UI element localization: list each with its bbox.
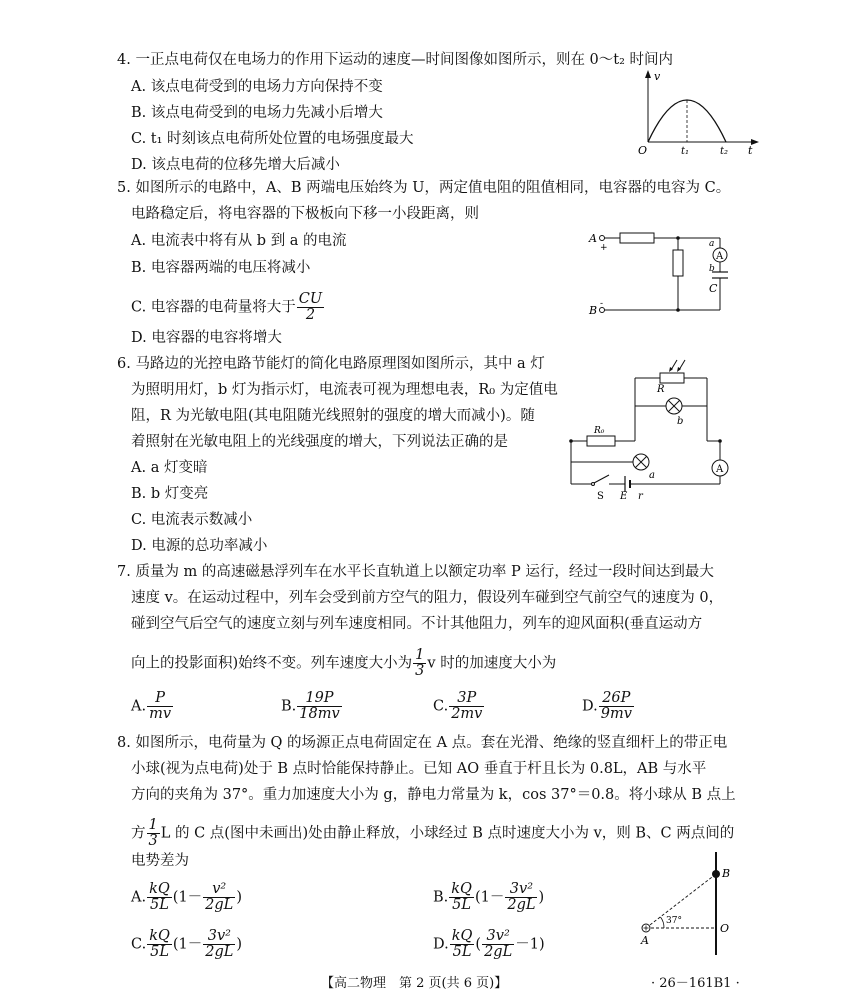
q8-option-a-close: )	[236, 889, 242, 906]
q7-option-d	[582, 691, 635, 722]
q8-fraction-den: 3	[148, 833, 158, 849]
q8-option-b-den: 2gL	[507, 897, 536, 913]
q6-label-b: b	[677, 416, 684, 427]
q6-switch-label: S	[597, 491, 604, 502]
q6-option-d: D. 电源的总功率减小	[131, 538, 268, 554]
q5-option-a: A. 电流表中将有从 b 到 a 的电流	[131, 233, 347, 249]
q7-option-b	[281, 691, 343, 722]
q7-option-c	[433, 691, 485, 722]
q8-option-b-num: 3v²	[505, 882, 537, 898]
q8-figure	[630, 850, 740, 960]
q7-option-a	[131, 691, 174, 722]
q7-option-d-label: D.	[582, 698, 598, 715]
q8-line-5: 电势差为	[131, 853, 189, 869]
q7-line-2: 速度 v。在运动过程中，列车会受到前方空气的阻力，假设列车碰到空气前空气的速度为 0，	[131, 590, 724, 606]
q5-label-a: a	[709, 239, 715, 249]
q8-label-a: A	[641, 934, 649, 947]
q6-label-r0: R₀	[594, 426, 605, 436]
q8-option-d-kq-num: kQ	[451, 928, 473, 944]
q8-option-a-open: (1－	[172, 889, 203, 906]
q6-ammeter-label: A	[716, 464, 724, 475]
q5-circuit	[588, 222, 738, 322]
q8-option-a-num: v²	[203, 882, 235, 898]
q5-option-b: B. 电容器两端的电压将减小	[131, 260, 311, 276]
q8-option-d	[433, 929, 545, 960]
q5-label-b: b	[709, 264, 715, 274]
q8-option-b-kq	[449, 882, 474, 913]
q5-label-b-terminal: B	[589, 304, 598, 317]
q7-option-b-label: B.	[281, 698, 297, 715]
q7-option-d-den: 9mv	[600, 706, 632, 722]
q7-line-4-pre: 向上的投影面积)始终不变。列车速度大小为	[131, 655, 413, 672]
q8-fraction-third	[147, 818, 160, 849]
q4-option-d: D. 该点电荷的位移先增大后减小	[131, 157, 340, 173]
q4-axis-t: t	[748, 144, 753, 157]
q6-option-c: C. 电流表示数减小	[131, 512, 253, 528]
q6-line-4: 着照射在光敏电阻上的光线强度的增大，下列说法正确的是	[131, 434, 508, 450]
q4-axis-v: v	[654, 70, 661, 83]
q7-line-4-post: v 时的加速度大小为	[427, 655, 557, 672]
q8-label-o: O	[720, 922, 730, 935]
q5-ammeter-label: A	[716, 251, 724, 262]
q8-fraction-num: 1	[148, 817, 158, 833]
q8-option-a	[131, 882, 242, 913]
q4-stem: 4. 一正点电荷仅在电场力的作用下运动的速度—时间图像如图所示，则在 0～t₂ 时间内	[117, 52, 674, 68]
q8-option-b-open: (1－	[474, 889, 505, 906]
q7-option-c-frac	[449, 691, 484, 722]
q4-option-c: C. t₁ 时刻该点电荷所处位置的电场强度最大	[131, 131, 414, 147]
q7-option-b-num: 19P	[297, 691, 341, 707]
q7-option-b-den: 18mv	[299, 706, 340, 722]
q7-option-d-frac	[599, 691, 634, 722]
q6-label-a: a	[649, 470, 655, 481]
q7-option-b-frac	[297, 691, 341, 722]
q8-option-b-label: B.	[433, 889, 449, 906]
q6-lamp-a	[565, 356, 735, 501]
q7-fraction-den: 3	[415, 663, 425, 679]
q5-stem-2: 电路稳定后，将电容器的下极板向下移一小段距离，则	[131, 206, 479, 222]
q8-option-c-kq	[147, 929, 172, 960]
q8-option-c-kq-den: 5L	[150, 944, 169, 960]
q5-fraction-num: CU	[298, 291, 323, 307]
q8-option-c-den: 2gL	[205, 944, 234, 960]
q7-option-a-label: A.	[131, 698, 147, 715]
q8-option-d-open: (	[475, 936, 482, 953]
q7-line-3: 碰到空气后空气的速度立刻与列车速度相同。不计其他阻力，列车的迎风面积(垂直运动方	[131, 616, 703, 632]
q8-option-c-open: (1－	[172, 936, 203, 953]
q7-fraction-third	[413, 648, 426, 679]
q8-option-b-kq-num: kQ	[451, 881, 472, 897]
q6-internal-r-label: r	[638, 491, 643, 502]
q4-t1: t₁	[681, 146, 690, 157]
q8-option-a-kq-num: kQ	[149, 881, 170, 897]
q5-capacitor-label: C	[709, 282, 718, 295]
q8-option-c-frac	[203, 929, 235, 960]
q8-option-b	[433, 882, 544, 913]
q4-option-b: B. 该点电荷受到的电场力先减小后增大	[131, 105, 383, 121]
q5-label-plus: +	[600, 243, 608, 253]
q8-option-b-frac	[505, 882, 537, 913]
q8-line-1: 8. 如图所示，电荷量为 Q 的场源正点电荷固定在 A 点。套在光滑、绝缘的竖直细杆上的带正电	[117, 735, 728, 751]
q8-option-d-kq	[450, 929, 475, 960]
q5-option-c	[131, 292, 325, 323]
q8-line-3: 方向的夹角为 37°。重力加速度大小为 g，静电力常量为 k，cos 37°＝0.8。将小球从 B 点上	[131, 787, 736, 803]
q7-option-a-frac	[147, 691, 173, 722]
q5-option-d: D. 电容器的电容将增大	[131, 330, 282, 346]
q8-option-a-kq-den: 5L	[150, 897, 169, 913]
q4-origin: O	[638, 144, 648, 157]
q5-option-c-text: C. 电容器的电荷量将大于	[131, 299, 296, 316]
q8-line-4-post: L 的 C 点(图中未画出)处由静止释放，小球经过 B 点时速度大小为 v，则 B、C 两点间的	[160, 825, 735, 842]
q8-option-d-frac	[482, 929, 514, 960]
q5-fraction-den: 2	[305, 307, 316, 323]
q7-line-1: 7. 质量为 m 的高速磁悬浮列车在水平长直轨道上以额定功率 P 运行，经过一段时间达到最大	[117, 564, 714, 580]
q4-vt-graph	[630, 70, 760, 160]
q8-line-4-pre: 方	[131, 825, 146, 842]
q5-fraction	[297, 292, 324, 323]
q8-option-b-close: )	[538, 889, 545, 906]
q8-option-c-close: )	[236, 936, 243, 953]
q7-fraction-num: 1	[415, 647, 425, 663]
q7-option-c-num: 3P	[449, 691, 484, 707]
q7-option-c-label: C.	[433, 698, 449, 715]
q6-emf-label: E	[620, 491, 628, 502]
q8-option-a-kq	[147, 882, 172, 913]
q7-line-4	[131, 648, 556, 679]
q8-option-b-kq-den: 5L	[452, 897, 472, 913]
q5-label-a-terminal: A	[589, 232, 597, 245]
q7-option-d-num: 26P	[599, 691, 634, 707]
q6-line-3: 阻，R 为光敏电阻(其电阻随光线照射的强度的增大而减小)。随	[131, 408, 535, 424]
q8-label-b: B	[722, 867, 731, 880]
q8-option-d-label: D.	[433, 936, 449, 953]
q4-t2: t₂	[720, 146, 729, 157]
q8-line-4	[131, 818, 734, 849]
q7-option-a-num: P	[147, 691, 173, 707]
q8-option-c-num: 3v²	[203, 929, 235, 945]
q8-option-a-label: A.	[131, 889, 147, 906]
q8-line-2: 小球(视为点电荷)处于 B 点时恰能保持静止。已知 AO 垂直于杆且长为 0.8L，AB 与水平	[131, 761, 707, 777]
q8-option-d-close: －1)	[515, 936, 545, 953]
q5-stem-1: 5. 如图所示的电路中，A、B 两端电压始终为 U，两定值电阻的阻值相同，电容器的电容为 C。	[117, 180, 731, 196]
q5-label-minus: -	[600, 299, 604, 309]
q6-line-1: 6. 马路边的光控电路节能灯的简化电路原理图如图所示，其中 a 灯	[117, 356, 545, 372]
q8-option-c	[131, 929, 242, 960]
q6-option-b: B. b 灯变亮	[131, 486, 209, 502]
q6-line-2: 为照明用灯，b 灯为指示灯，电流表可视为理想电表，R₀ 为定值电	[131, 382, 558, 398]
q8-option-d-kq-den: 5L	[452, 944, 472, 960]
q8-option-a-frac	[203, 882, 235, 913]
q8-option-c-label: C.	[131, 936, 147, 953]
page-footer-center: 【高二物理 第 2 页(共 6 页)】	[321, 976, 508, 991]
q7-option-a-den: mv	[149, 706, 172, 722]
q8-option-c-kq-num: kQ	[149, 928, 170, 944]
q8-angle-label: 37°	[666, 916, 682, 926]
q8-option-d-num: 3v²	[482, 929, 514, 945]
page-footer-code: · 26－161B1 ·	[651, 976, 740, 991]
q7-option-c-den: 2mv	[451, 706, 483, 722]
q6-label-r: R	[657, 384, 665, 395]
q8-option-d-den: 2gL	[484, 944, 513, 960]
q8-option-a-den: 2gL	[205, 897, 234, 913]
q6-option-a: A. a 灯变暗	[131, 460, 208, 476]
q4-option-a: A. 该点电荷受到的电场力方向保持不变	[131, 79, 383, 95]
